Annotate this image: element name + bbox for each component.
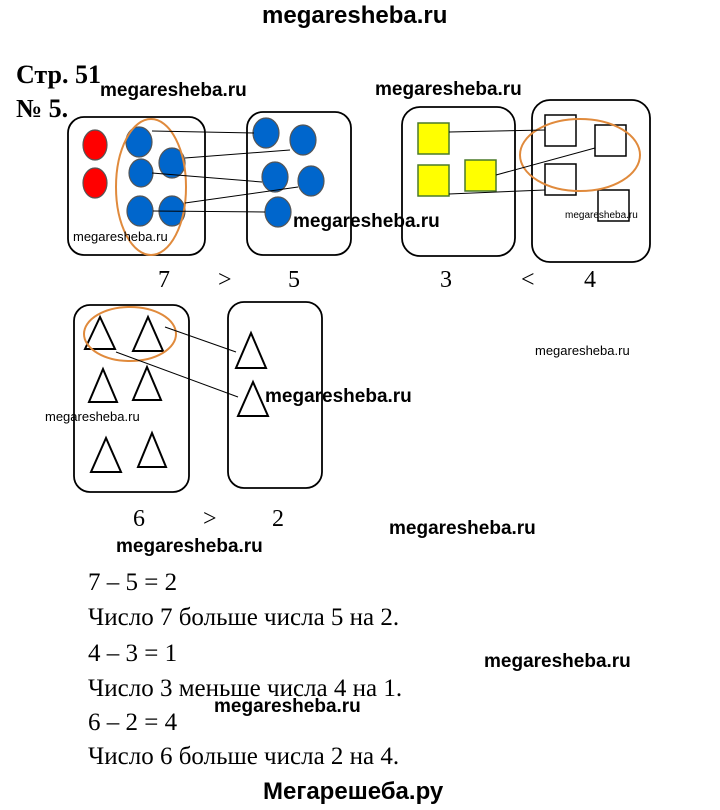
blue-circle xyxy=(298,166,324,196)
watermark: megaresheba.ru xyxy=(565,210,638,221)
matching-lines xyxy=(116,327,238,397)
watermark: megaresheba.ru xyxy=(214,696,361,717)
blue-circle xyxy=(290,125,316,155)
red-circle xyxy=(83,168,107,198)
task-number: № 5. xyxy=(16,94,69,123)
blue-circle xyxy=(129,159,153,187)
triangles xyxy=(85,317,268,472)
watermark: megaresheba.ru xyxy=(293,211,440,232)
watermark: megaresheba.ru xyxy=(45,409,140,424)
solution-line: Число 3 меньше числа 4 на 1. xyxy=(88,675,403,702)
watermark: megaresheba.ru xyxy=(116,536,263,557)
page-number: Стр. 51 xyxy=(16,60,101,89)
blue-circle xyxy=(127,196,153,226)
watermark: megaresheba.ru xyxy=(484,651,631,672)
blue-circle xyxy=(253,118,279,148)
watermark-bottom: Мегарешеба.ру xyxy=(263,778,444,805)
red-circle xyxy=(83,130,107,160)
comparison-right-number: 2 xyxy=(272,506,284,532)
solution-line: 6 – 2 = 4 xyxy=(88,709,178,736)
yellow-square xyxy=(465,160,496,191)
blue-circle xyxy=(265,197,291,227)
watermark: megaresheba.ru xyxy=(535,343,630,358)
comparison-sign: > xyxy=(203,506,217,532)
yellow-square xyxy=(418,123,449,154)
solution-line: Число 6 больше числа 2 на 4. xyxy=(88,743,400,770)
watermark: megaresheba.ru xyxy=(73,229,168,244)
solution-line: Число 7 больше числа 5 на 2. xyxy=(88,604,400,631)
comparison-right-number: 5 xyxy=(288,267,300,293)
solution-line: 4 – 3 = 1 xyxy=(88,640,178,667)
solution-line: 7 – 5 = 2 xyxy=(88,569,178,596)
comparison-left-number: 6 xyxy=(133,506,145,532)
watermark: megaresheba.ru xyxy=(389,518,536,539)
squares-group xyxy=(402,100,650,262)
comparison-right-number: 4 xyxy=(584,267,596,293)
blue-circle xyxy=(262,162,288,192)
comparison-sign: < xyxy=(521,267,535,293)
watermark: megaresheba.ru xyxy=(375,79,522,100)
yellow-square xyxy=(418,165,449,196)
watermark: megaresheba.ru xyxy=(265,386,412,407)
watermark-top: megaresheba.ru xyxy=(262,2,448,29)
comparison-left-number: 3 xyxy=(440,267,452,293)
watermark: megaresheba.ru xyxy=(100,80,247,101)
comparison-left-number: 7 xyxy=(158,267,170,293)
comparison-sign: > xyxy=(218,267,232,293)
